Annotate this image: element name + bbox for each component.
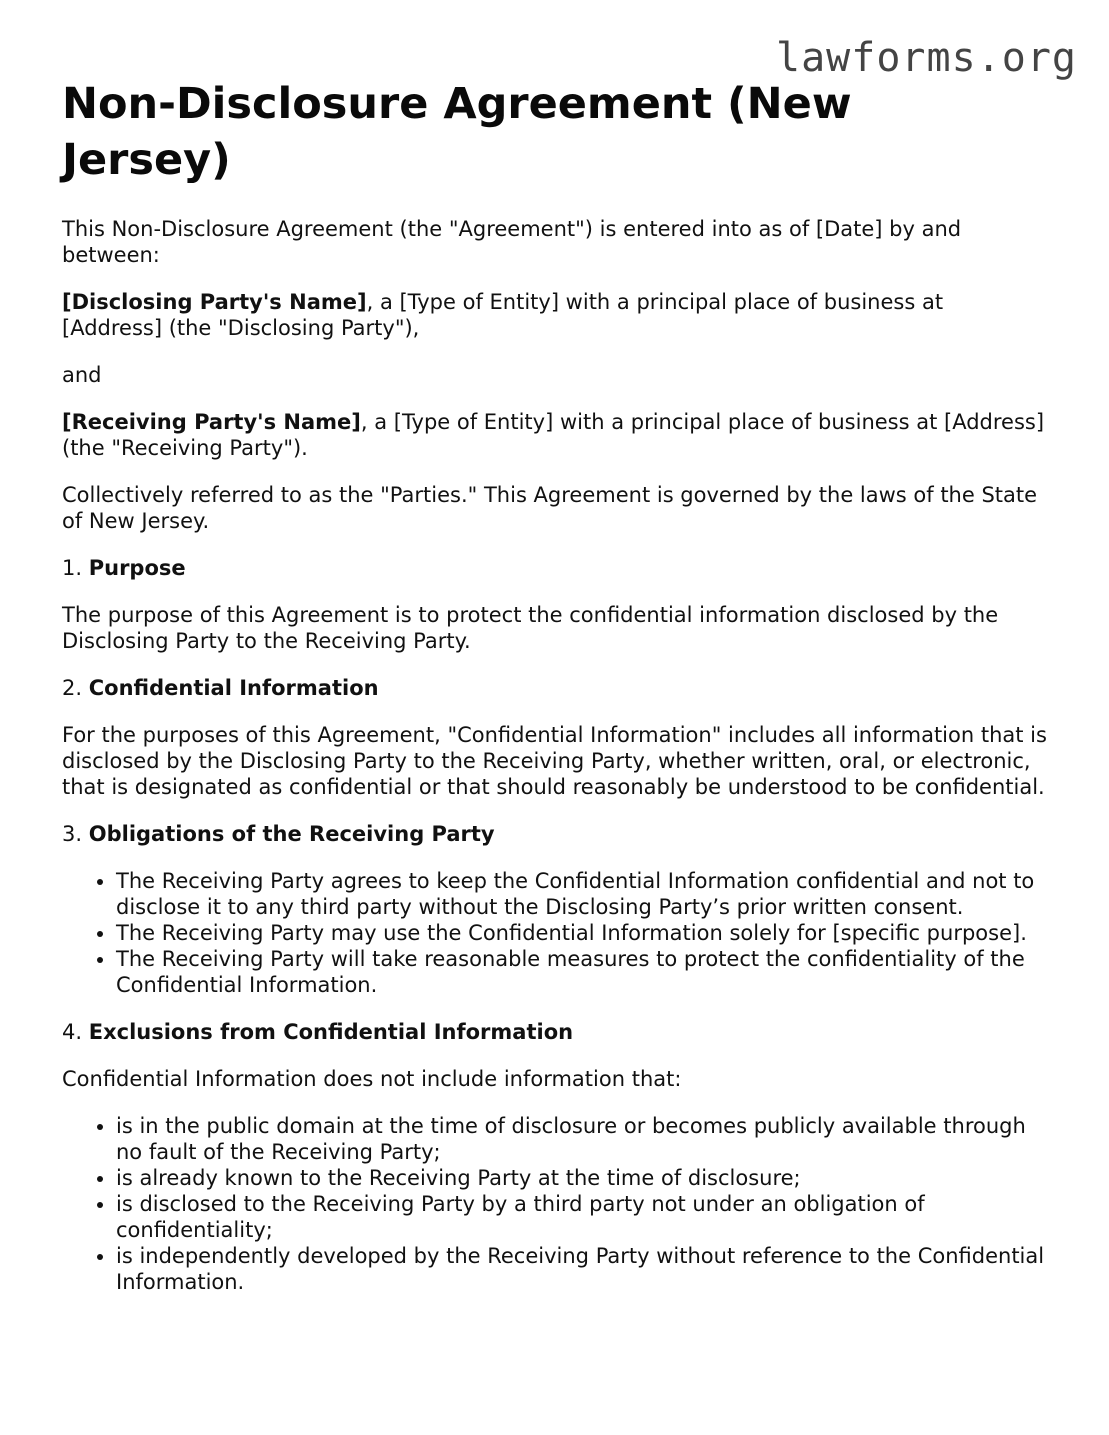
list-item: • is disclosed to the Receiving Party by a third party not under an obligation of confidentiality; — [116, 1191, 1047, 1243]
list-item: • is in the public domain at the time of disclosure or becomes publicly available through no fault of the Receiving Party; — [116, 1113, 1047, 1165]
section-heading-confidential-information — [62, 675, 1047, 701]
section-heading-purpose — [62, 555, 1047, 581]
list-item: • The Receiving Party will take reasonable measures to protect the confidentiality of the Confidential Information. — [116, 946, 1047, 998]
section-number: 3. — [62, 822, 83, 846]
list-item: • The Receiving Party agrees to keep the Confidential Information confidential and not to disclose it to any third party without the Disclosing Party’s prior written consent. — [116, 868, 1047, 920]
intro-paragraph: This Non-Disclosure Agreement (the "Agreement") is entered into as of [Date] by and between: — [62, 217, 962, 267]
section-heading-exclusions — [62, 1019, 1047, 1045]
and-text: and — [62, 363, 102, 387]
list-item: • is already known to the Receiving Party at the time of disclosure; — [116, 1165, 1047, 1191]
section-title: Obligations of the Receiving Party — [88, 822, 495, 846]
list-item: • is independently developed by the Receiving Party without reference to the Confidential Information. — [116, 1243, 1047, 1295]
collectively-paragraph: Collectively referred to as the "Parties." This Agreement is governed by the laws of the State of New Jersey. — [62, 483, 1038, 533]
exclusions-list — [62, 1113, 1047, 1295]
document-page — [62, 76, 1047, 1316]
receiving-party-paragraph — [62, 409, 1047, 461]
section-title: Exclusions from Confidential Information — [88, 1020, 574, 1044]
lawforms-watermark: lawforms.org — [776, 35, 1077, 81]
obligations-list — [62, 868, 1047, 998]
disclosing-party-details: , a [Type of Entity] with a principal place of business at [Address] (the "Disclosing Party"), — [62, 290, 944, 340]
section-text-exclusions: Confidential Information does not include information that: — [62, 1067, 682, 1091]
section-title: Purpose — [88, 556, 186, 580]
section-number: 4. — [62, 1020, 83, 1044]
section-number: 2. — [62, 676, 83, 700]
list-item: • The Receiving Party may use the Confidential Information solely for [specific purpose]. — [116, 920, 1047, 946]
section-text-purpose: The purpose of this Agreement is to protect the confidential information disclosed by the Disclosing Party to the Receiving Party. — [62, 603, 999, 653]
section-number: 1. — [62, 556, 83, 580]
receiving-party-name: [Receiving Party's Name] — [62, 410, 361, 434]
disclosing-party-name: [Disclosing Party's Name] — [62, 290, 367, 314]
section-heading-obligations — [62, 821, 1047, 847]
disclosing-party-paragraph — [62, 289, 1047, 341]
section-title: Confidential Information — [88, 676, 379, 700]
document-title: Non-Disclosure Agreement (New Jersey) — [62, 79, 852, 185]
receiving-party-details: , a [Type of Entity] with a principal place of business at [Address] (the "Receiving Party"). — [62, 410, 1045, 460]
section-text-confidential-information: For the purposes of this Agreement, "Confidential Information" includes all information that is disclosed by the Disclosing Party to the Receiving Party, whether written, oral, or electronic, that is designated as confidential or that should reasonably be understood to be confidential. — [62, 723, 1047, 799]
